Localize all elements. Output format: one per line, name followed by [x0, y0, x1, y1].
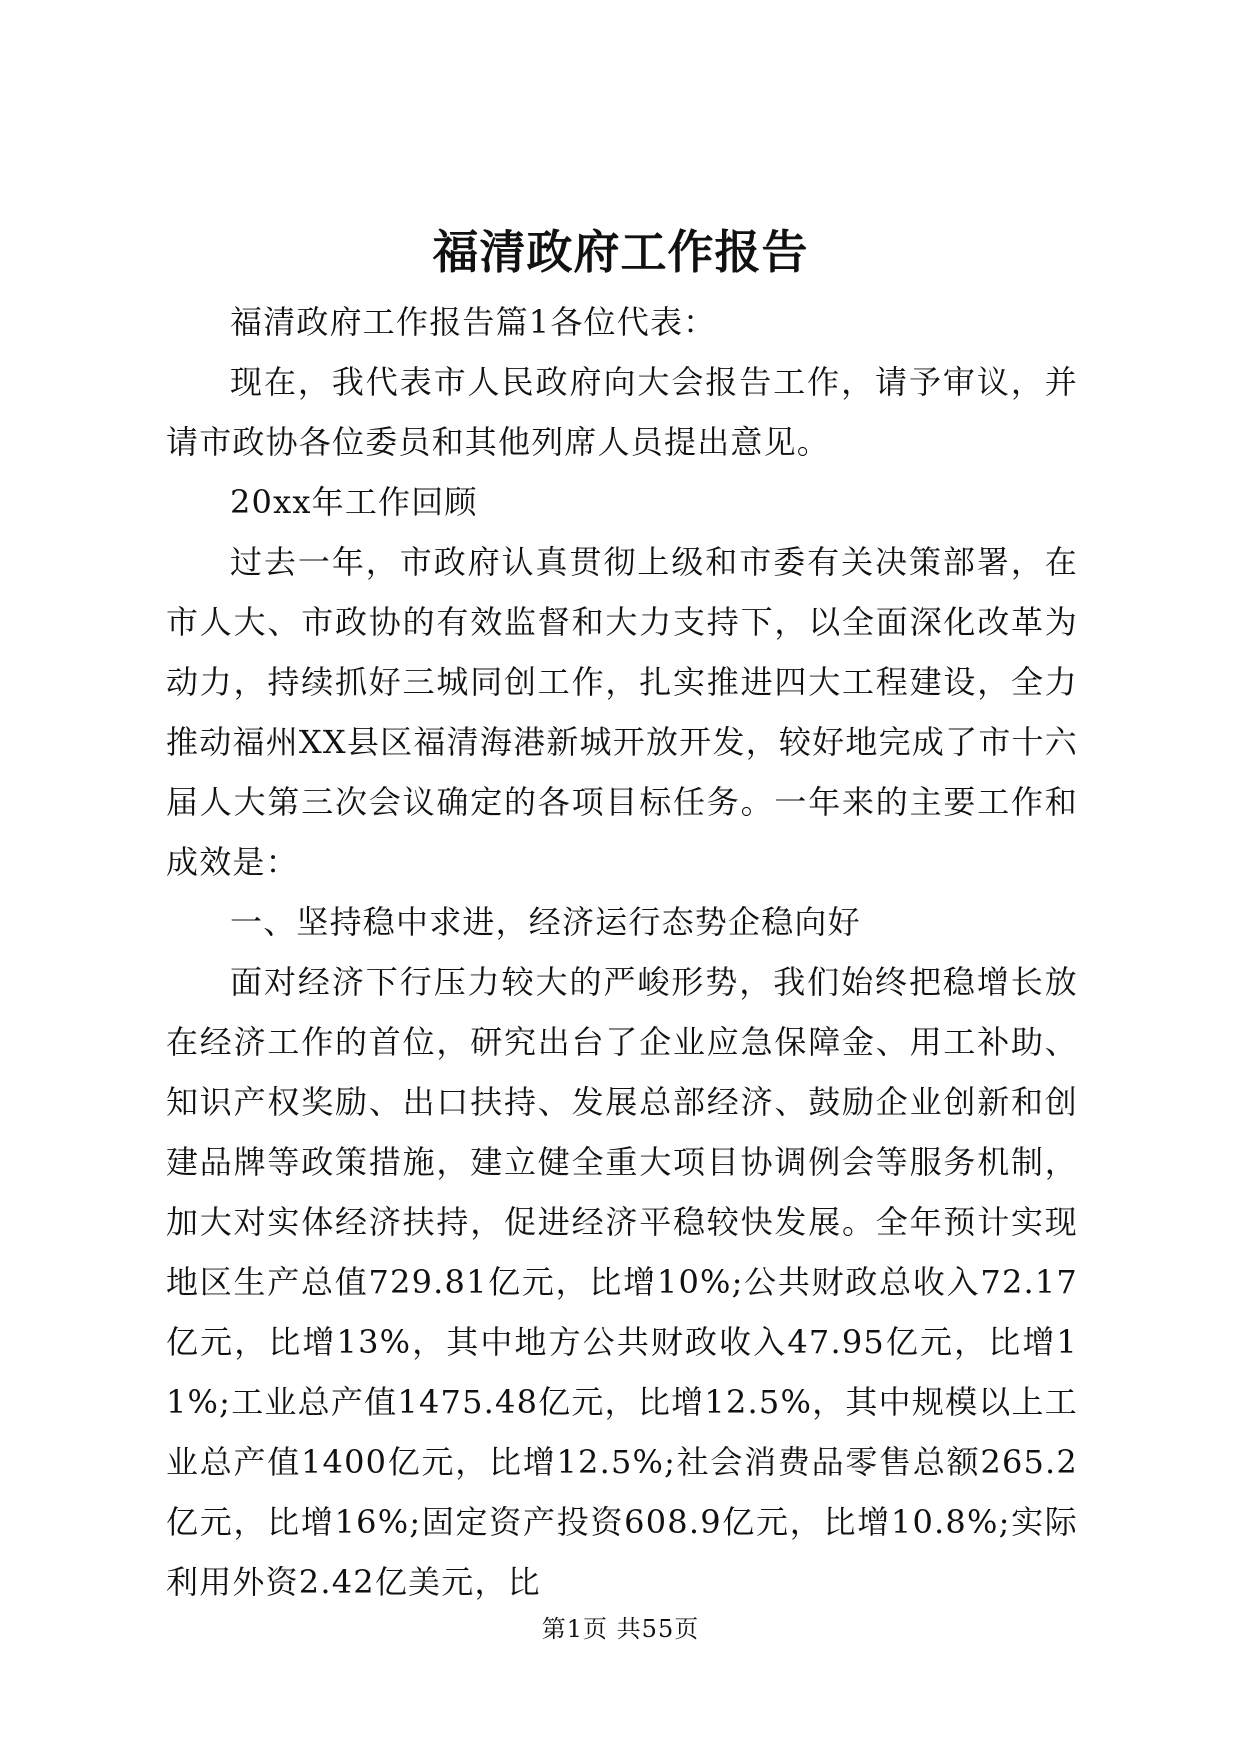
paragraph: 面对经济下行压力较大的严峻形势，我们始终把稳增长放在经济工作的首位，研究出台了企业应急保障金、用工补助、知识产权奖励、出口扶持、发展总部经济、鼓励企业创新和创建品牌等政策措施，建立健全重大项目协调例会等服务机制，加大对实体经济扶持，促进经济平稳较快发展。全年预计实现地区生产总值729.81亿元，比增10%;公共财政总收入72.17亿元，比增13%，其中地方公共财政收入47.95亿元，比增11%;工业总产值1475.48亿元，比增12.5%，其中规模以上工业总产值1400亿元，比增12.5%;社会消费品零售总额265.2亿元，比增16%;固定资产投资608.9亿元，比增10.8%;实际利用外资2.42亿美元，比 [166, 963, 1078, 1601]
document-title: 福清政府工作报告 [432, 225, 809, 279]
paragraph: 过去一年，市政府认真贯彻上级和市委有关决策部署，在市人大、市政协的有效监督和大力支持下，以全面深化改革为动力，持续抓好三城同创工作，扎实推进四大工程建设，全力推动福州XX县区福清海港新城开放开发，较好地完成了市十六届人大第三次会议确定的各项目标任务。一年来的主要工作和成效是： [166, 543, 1078, 881]
document-body [166, 292, 1078, 1612]
paragraph: 现在，我代表市人民政府向大会报告工作，请予审议，并请市政协各位委员和其他列席人员提出意见。 [166, 363, 1078, 461]
page-footer: 第1页 共55页 [541, 1615, 700, 1643]
section-heading: 一、坚持稳中求进，经济运行态势企稳向好 [230, 903, 861, 941]
paragraph: 福清政府工作报告篇1各位代表： [230, 303, 717, 341]
section-heading: 20xx年工作回顾 [230, 483, 478, 521]
